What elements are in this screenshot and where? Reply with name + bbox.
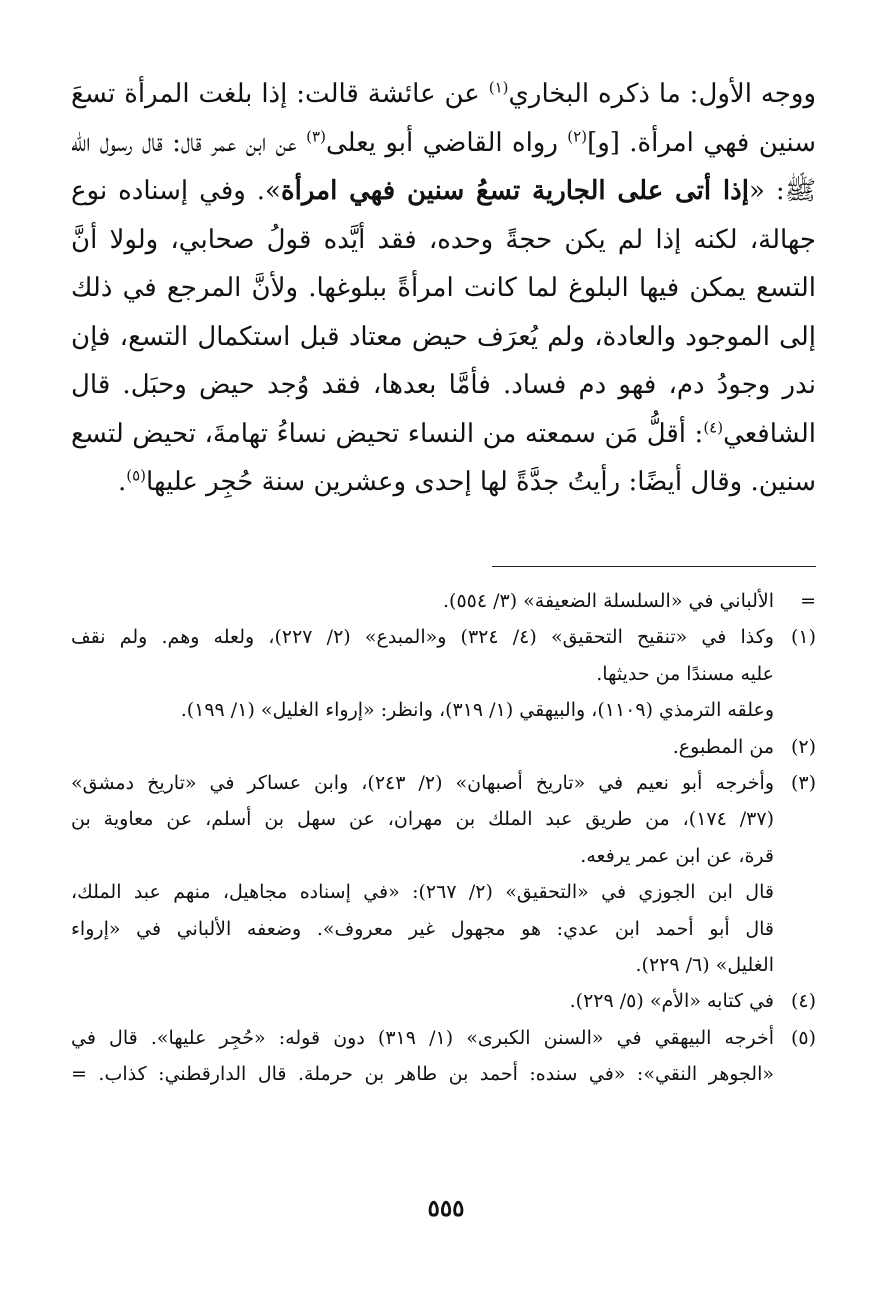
footnote-ref-3[interactable]: (٣) bbox=[306, 126, 326, 145]
footnote-number: (٤) bbox=[790, 990, 816, 1013]
footnote-number: (٣) bbox=[790, 772, 816, 795]
continuation-marker: = bbox=[800, 590, 816, 612]
footnote-number: (٥) bbox=[790, 1026, 816, 1049]
footnote-line: الغليل» (٦/ ٢٢٩). bbox=[635, 954, 774, 977]
text-run: . bbox=[117, 467, 127, 497]
text-run: ». وفي إسناده نوع جهالة، لكنه إذا لم يكن حجةً وحده، فقد أيَّده قولُ صحابي، ولولا أنَّ التسع يمكن فيها البلوغ لما كانت امرأةً ببلوغها. ولأنَّ المرجع في ذلك إلى الموجود والعادة، ولم يُعرَف حيض معتاد قبل استكمال التسع، فإن ندر وجودُ دم، فهو دم فساد. فأمَّا بعدها، فقد وُجد حيض وحبَل. قال الشافعي bbox=[71, 176, 816, 449]
page-number: ٥٥٥ bbox=[427, 1195, 465, 1222]
footnote-number: (٢) bbox=[790, 735, 816, 758]
footnote-line: عليه مسندًا من حديثها. bbox=[596, 662, 774, 685]
text-run: ووجه الأول: ما ذكره البخاري bbox=[508, 79, 816, 109]
text-run: : أقلُّ مَن سمعته من النساء تحيض نساءُ تهامةَ، تحيض لتسع سنين. وقال أيضًا: رأيتُ جدَّةً لها إحدى وعشرين سنة حُجِر عليها bbox=[71, 418, 816, 497]
footnote-line: وعلقه الترمذي (١١٠٩)، والبيهقي (١/ ٣١٩)، وانظر: «إرواء الغليل» (١/ ١٩٩). bbox=[180, 699, 774, 722]
footnote-number: (١) bbox=[790, 626, 816, 649]
footnote-divider bbox=[492, 566, 816, 567]
footnote-3 bbox=[71, 765, 816, 983]
footnote-line: الألباني في «السلسلة الضعيفة» (٣/ ٥٥٤). bbox=[442, 590, 774, 612]
footnote-continuation bbox=[71, 583, 816, 619]
footnote-line: أخرجه البيهقي في «السنن الكبرى» (١/ ٣١٩) دون قوله: «حُجِر عليها». قال في bbox=[71, 1026, 774, 1049]
footnote-ref-2[interactable]: (٢) bbox=[567, 126, 588, 145]
main-text bbox=[71, 70, 816, 507]
footnote-ref-5[interactable]: (٥) bbox=[126, 466, 147, 485]
footnote-line: وكذا في «تنقيح التحقيق» (٤/ ٣٢٤) و«المبدع» (٢/ ٢٢٧)، ولعله وهم. ولم نقف bbox=[71, 626, 774, 649]
footnote-line: «الجوهر النقي»: «في سنده: أحمد بن طاهر بن حرملة. قال الدارقطني: كذاب. = bbox=[71, 1063, 774, 1086]
footnote-line: قرة، عن ابن عمر يرفعه. bbox=[580, 844, 774, 867]
footnote-line: من المطبوع. bbox=[672, 735, 774, 758]
footnote-5 bbox=[71, 1020, 816, 1093]
hadith-quote: إذا أتى على الجارية تسعُ سنين فهي امرأة bbox=[280, 176, 749, 206]
footnote-ref-4[interactable]: (٤) bbox=[703, 417, 724, 436]
text-run: عن عائشة قالت: إذا بلغت المرأة تسعَ سنين فهي امرأة. [و] bbox=[71, 79, 816, 158]
footnote-line: وأخرجه أبو نعيم في «تاريخ أصبهان» (٢/ ٢٤٣)، وابن عساكر في «تاريخ دمشق» bbox=[71, 772, 774, 795]
footnotes bbox=[71, 583, 816, 1093]
main-paragraph bbox=[71, 70, 816, 507]
text-run: عن ابن عمر قال: قال رسول الله ﷺ: « bbox=[71, 127, 817, 206]
footnote-4 bbox=[71, 983, 816, 1019]
footnote-line: (٣٧/ ١٧٤)، من طريق عبد الملك بن مهران، عن سهل بن أسلم، عن معاوية بن bbox=[71, 808, 774, 831]
footnote-1 bbox=[71, 619, 816, 728]
footnote-line: قال أبو أحمد ابن عدي: هو مجهول غير معروف». وضعفه الألباني في «إرواء bbox=[71, 917, 774, 940]
footnote-line: في كتابه «الأم» (٥/ ٢٢٩). bbox=[569, 990, 774, 1013]
footnote-line: قال ابن الجوزي في «التحقيق» (٢/ ٢٦٧): «في إسناده مجاهيل، منهم عبد الملك، bbox=[71, 881, 774, 904]
footnote-2 bbox=[71, 729, 816, 765]
footnote-ref-1[interactable]: (١) bbox=[488, 78, 509, 97]
text-run: رواه القاضي أبو يعلى bbox=[325, 127, 568, 158]
